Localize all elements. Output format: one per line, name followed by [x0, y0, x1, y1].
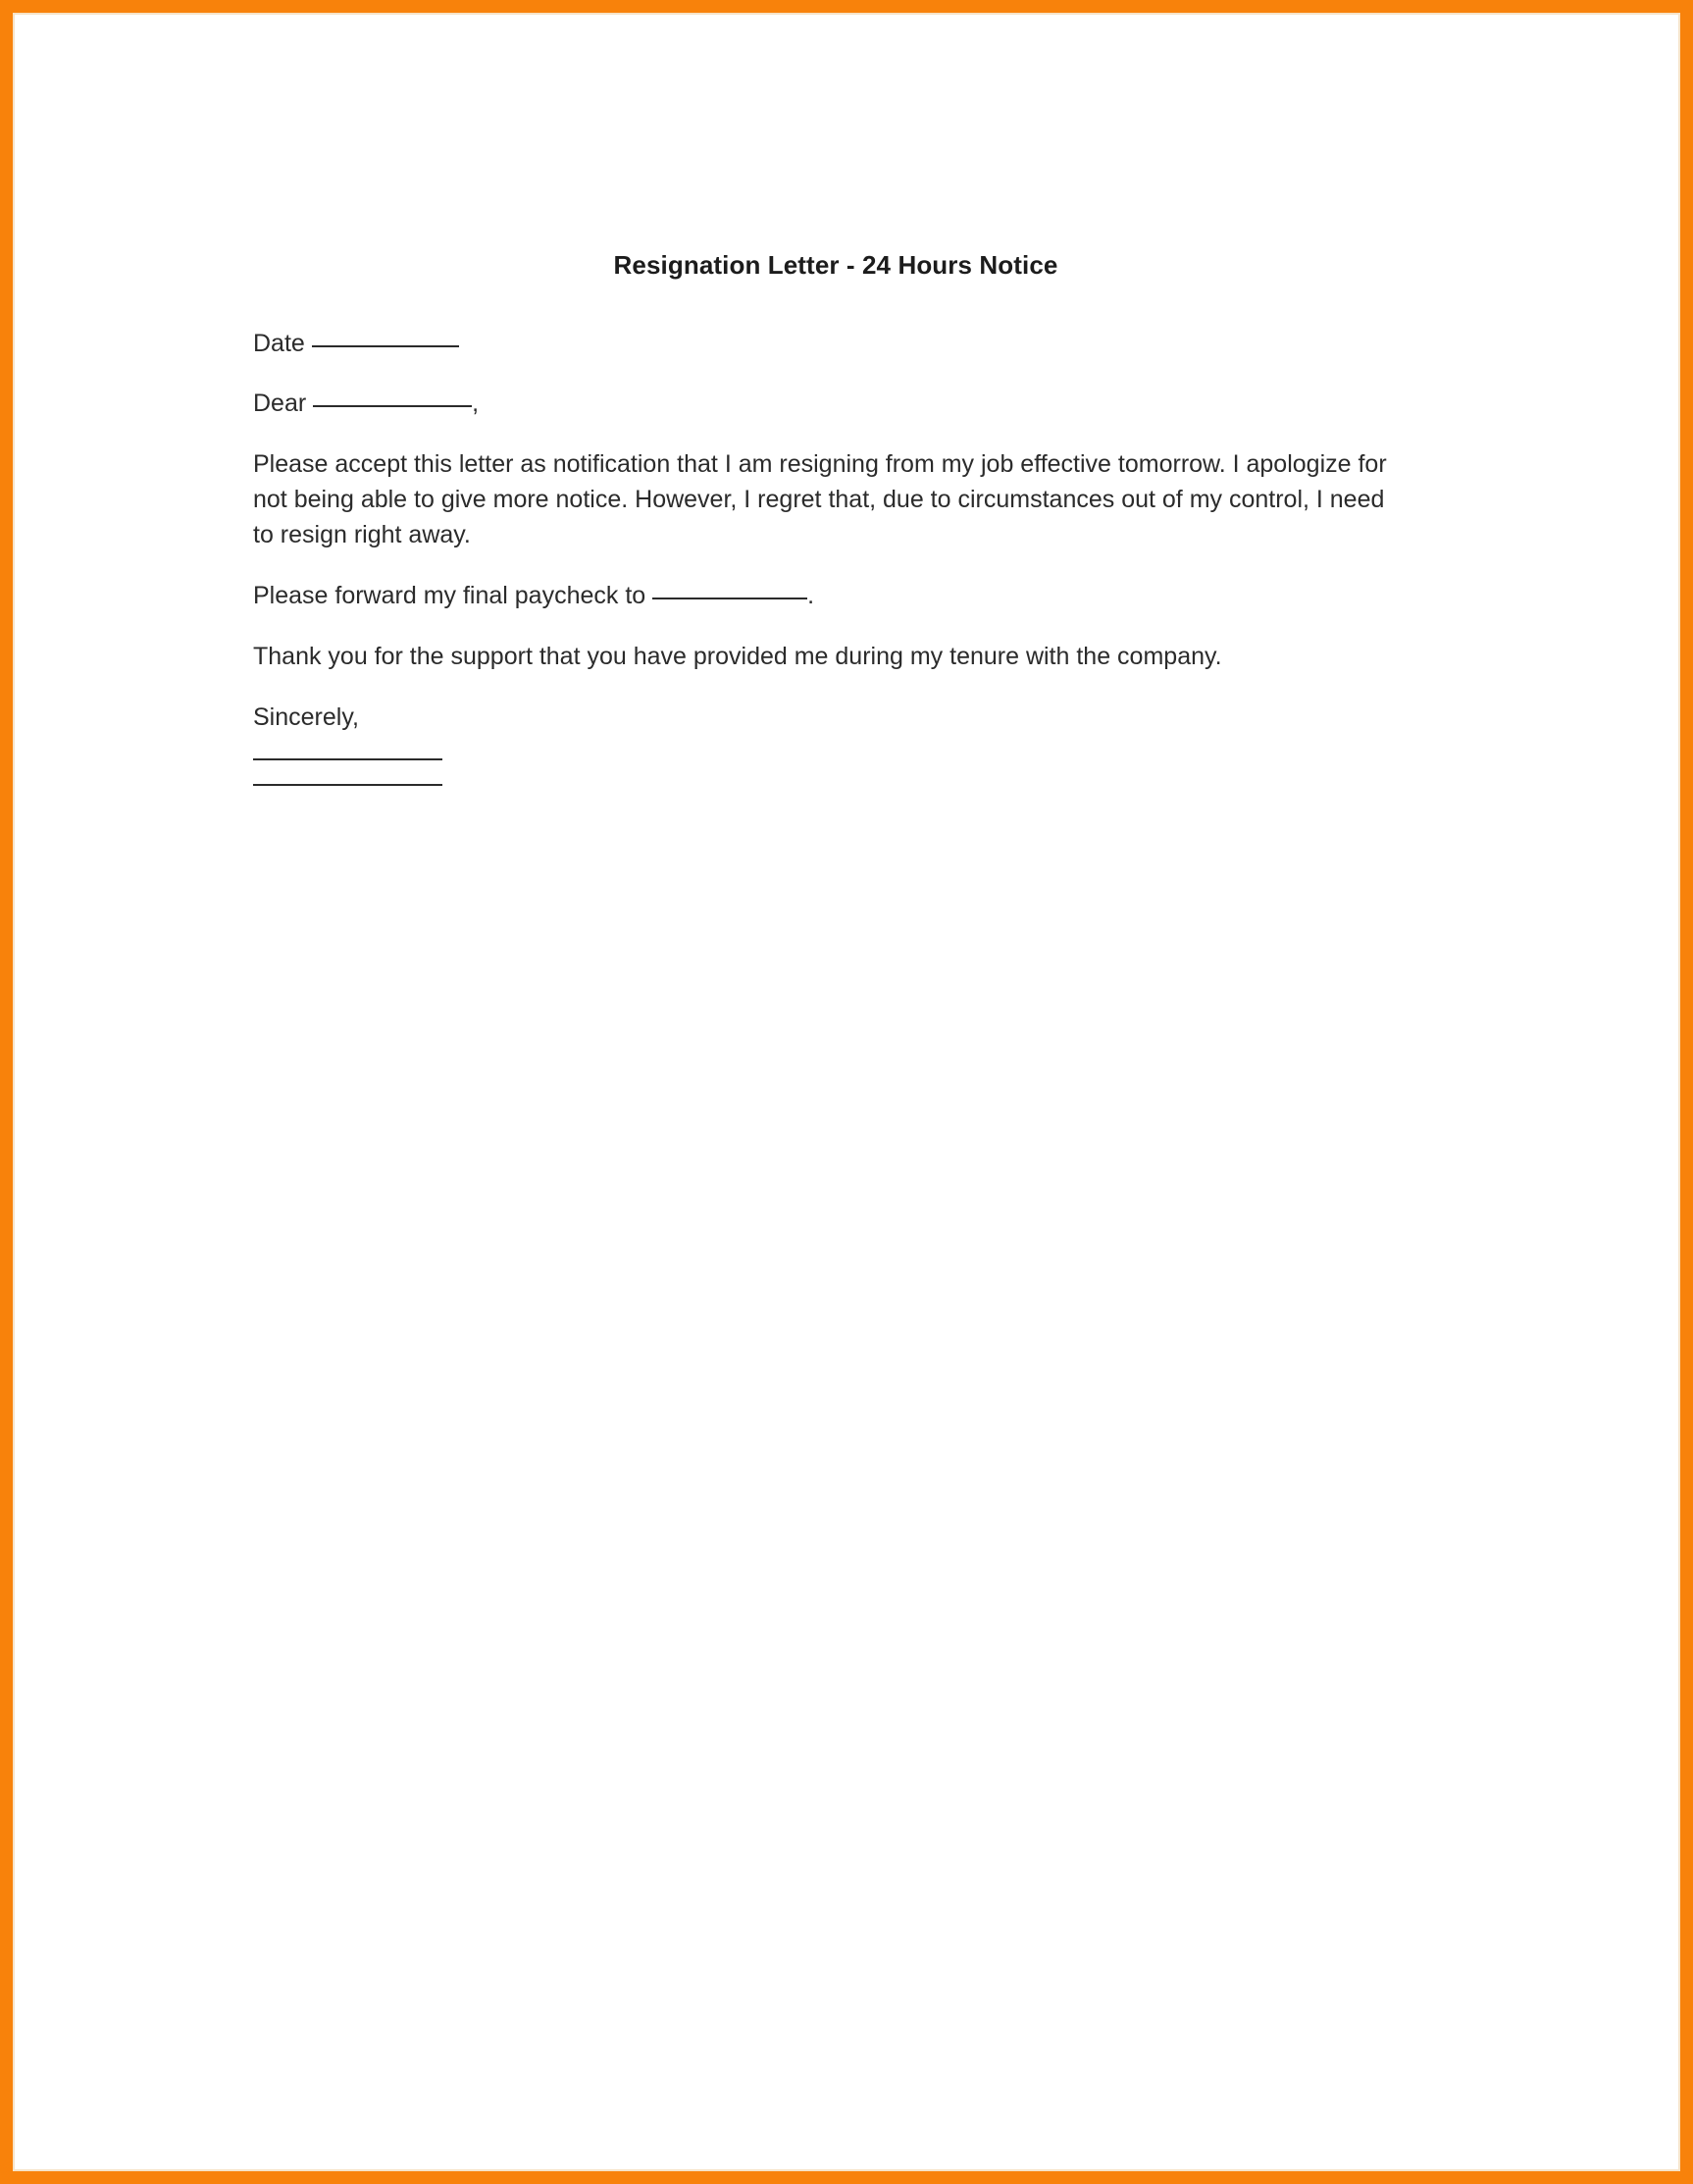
- paycheck-fill-in-rule[interactable]: [652, 598, 807, 599]
- page-border-left: [0, 0, 13, 2184]
- paycheck-period: .: [807, 582, 815, 609]
- spacer: [253, 735, 1411, 758]
- closing-line: Sincerely,: [253, 703, 359, 731]
- page-border-bottom: [0, 2171, 1693, 2184]
- paycheck-line: [253, 578, 1411, 613]
- date-line: [253, 326, 1411, 361]
- page-title: Resignation Letter - 24 Hours Notice: [613, 250, 1058, 280]
- spacer: [253, 361, 1411, 386]
- spacer: [253, 281, 1411, 326]
- signature-line-2[interactable]: [253, 784, 442, 786]
- spacer: [253, 421, 1411, 446]
- page-border-top: [0, 0, 1693, 13]
- spacer: [253, 613, 1411, 639]
- letter-sheet: [15, 15, 1678, 2169]
- thanks-paragraph: Thank you for the support that you have provided me during my tenure with the company.: [253, 643, 1222, 670]
- salutation-fill-in-rule[interactable]: [313, 405, 472, 407]
- spacer: [253, 760, 1411, 784]
- spacer: [253, 674, 1411, 700]
- letter-body: [253, 250, 1411, 786]
- salutation-label: Dear: [253, 390, 307, 417]
- date-label: Date: [253, 330, 305, 357]
- salutation-line: [253, 386, 1411, 421]
- salutation-comma: ,: [472, 390, 480, 417]
- page-border-right: [1680, 0, 1693, 2184]
- spacer: [253, 552, 1411, 578]
- date-fill-in-rule[interactable]: [312, 345, 459, 347]
- body-paragraph: Please accept this letter as notification that I am resigning from my job effective tomorrow. I apologize for not being able to give more notice. However, I regret that, due to circumstances out of my control, I need to resign right away.: [253, 450, 1387, 548]
- paycheck-label: Please forward my final paycheck to: [253, 582, 646, 609]
